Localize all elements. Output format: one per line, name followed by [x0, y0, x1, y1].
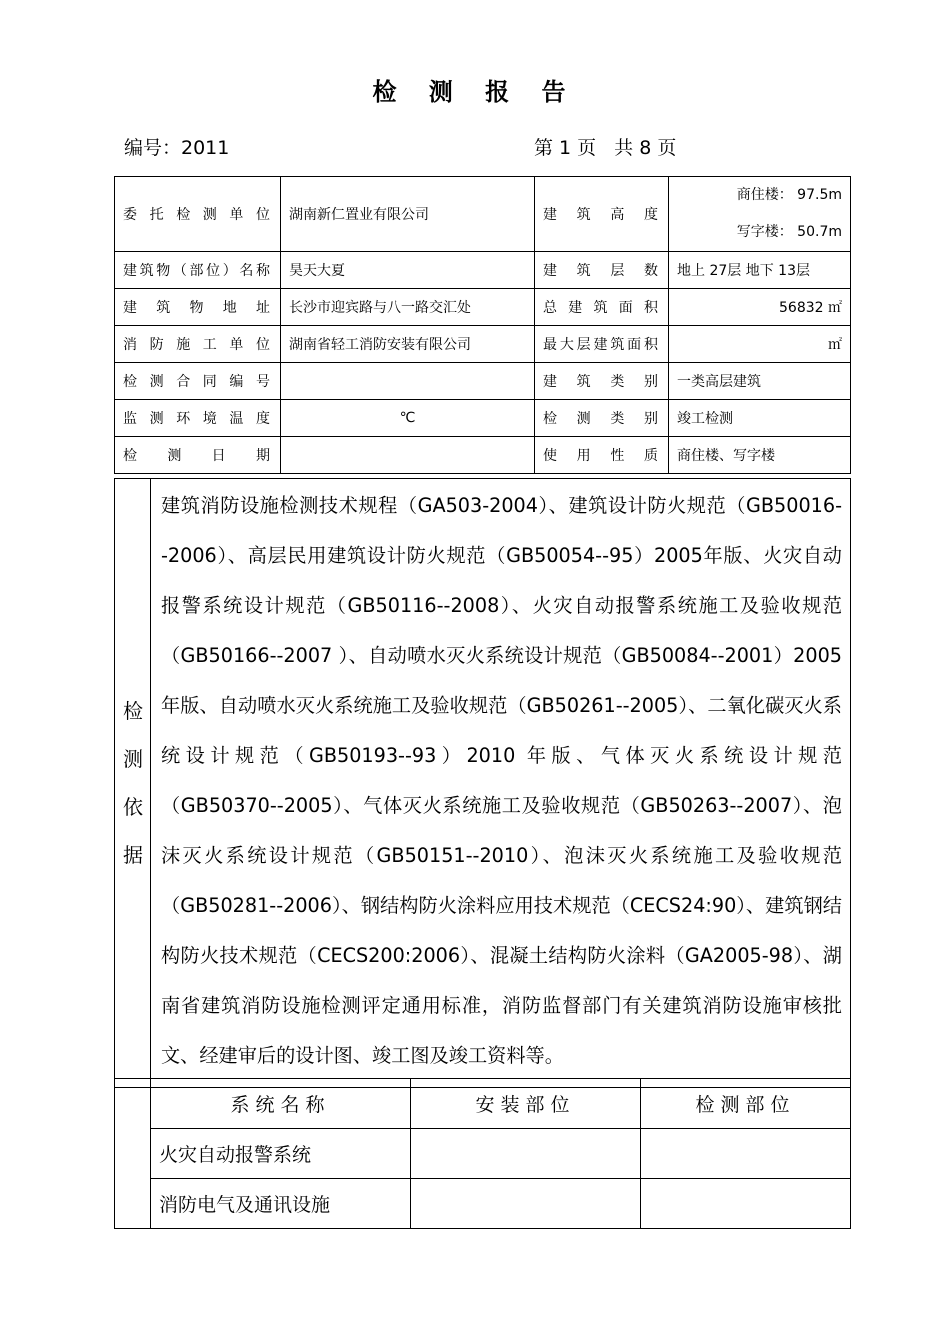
height-value	[669, 177, 851, 252]
entrust-unit-value: 湖南新仁置业有限公司	[281, 177, 535, 252]
page-indicator	[534, 133, 694, 160]
temperature-value: ℃	[281, 400, 535, 437]
table-row	[115, 1179, 851, 1229]
install-location	[411, 1129, 641, 1179]
floors-value: 地上 27层 地下 13层	[669, 252, 851, 289]
basis-label-char: 测	[123, 747, 143, 771]
systems-side-cell	[115, 1079, 151, 1229]
construction-unit-label: 消防施工单位	[115, 326, 281, 363]
height-shop: 商住楼： 97.5m	[736, 187, 842, 203]
address-label: 建筑物地址	[115, 289, 281, 326]
building-label: 建筑物（部位）名称	[115, 252, 281, 289]
test-type-label: 检测类别	[535, 400, 669, 437]
floors-label: 建筑层数	[535, 252, 669, 289]
category-value: 一类高层建筑	[669, 363, 851, 400]
header-install-location: 安装部位	[411, 1079, 641, 1129]
header-test-location: 检测部位	[641, 1079, 851, 1129]
test-location	[641, 1129, 851, 1179]
info-table	[114, 176, 851, 474]
report-code: 编号：2011	[124, 137, 230, 159]
total-area-label: 总建筑面积	[535, 289, 669, 326]
page-number: 第 1 页	[534, 137, 597, 159]
basis-label-char: 依	[123, 795, 143, 819]
basis-text: 建筑消防设施检测技术规程（GA503-2004）、建筑设计防火规范（GB50016--2006）、高层民用建筑设计防火规范（GB50054--95）2005年版、火灾自动报警系统设计规范（GB50116--2008）、火灾自动报警系统施工及验收规范（GB50166--2007 ）、自动喷水灭火系统设计规范（GB50084--2001）2005年版、自动喷水灭火系统施工及验收规范（GB50261--2005）、二氧化碳灭火系统设计规范（GB50193--93）2010 年版、气体灭火系统设计规范（GB50370--2005）、气体灭火系统施工及验收规范（GB50263--2007）、泡沫灭火系统设计规范（GB50151--2010）、泡沫灭火系统施工及验收规范（GB50281--2006）、钢结构防火涂料应用技术规范（CECS24:90）、建筑钢结构防火技术规范（CECS200:2006）、混凝土结构防火涂料（GA2005-98）、湖南省建筑消防设施检测评定通用标准，消防监督部门有关建筑消防设施审核批文、经建审后的设计图、竣工图及竣工资料等。	[151, 479, 851, 1088]
contract-no-label: 检测合同编号	[115, 363, 281, 400]
date-value	[281, 437, 535, 474]
table-row	[115, 1129, 851, 1179]
install-location	[411, 1179, 641, 1229]
report-title: 检 测 报 告	[372, 78, 578, 106]
total-area-value: 56832 ㎡	[669, 289, 851, 326]
max-floor-area-value: ㎡	[669, 326, 851, 363]
test-location	[641, 1179, 851, 1229]
entrust-unit-label: 委托检测单位	[115, 177, 281, 252]
address-value: 长沙市迎宾路与八一路交汇处	[281, 289, 535, 326]
usage-label: 使用性质	[535, 437, 669, 474]
header-system-name: 系统名称	[151, 1079, 411, 1129]
basis-label	[115, 479, 151, 1088]
date-label: 检测日期	[115, 437, 281, 474]
max-floor-area-label: 最大层建筑面积	[535, 326, 669, 363]
basis-table	[114, 478, 851, 1088]
page-total: 共 8 页	[614, 137, 677, 159]
height-label: 建筑高度	[535, 177, 669, 252]
usage-value: 商住楼、写字楼	[669, 437, 851, 474]
system-name: 消防电气及通讯设施	[151, 1179, 411, 1229]
contract-no-value	[281, 363, 535, 400]
temperature-label: 监测环境温度	[115, 400, 281, 437]
building-value: 昊天大夏	[281, 252, 535, 289]
height-office: 写字楼： 50.7m	[736, 224, 842, 240]
construction-unit-value: 湖南省轻工消防安装有限公司	[281, 326, 535, 363]
systems-table	[114, 1078, 851, 1229]
basis-label-char: 检	[123, 699, 143, 723]
test-type-value: 竣工检测	[669, 400, 851, 437]
category-label: 建筑类别	[535, 363, 669, 400]
system-name: 火灾自动报警系统	[151, 1129, 411, 1179]
basis-label-char: 据	[123, 843, 143, 867]
